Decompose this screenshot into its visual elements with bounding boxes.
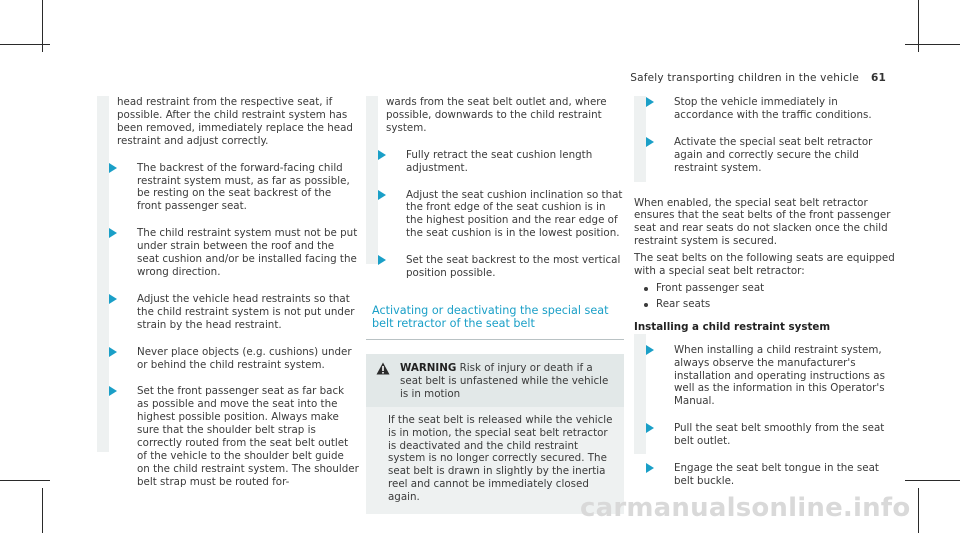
paragraph: The seat belts on the following seats are equipped with a special seat belt retractor:: [634, 252, 895, 278]
arrow-icon: [646, 97, 654, 107]
arrow-icon: [109, 386, 117, 396]
column-left: [97, 96, 359, 503]
crop-mark: [0, 480, 50, 481]
arrow-icon: [378, 255, 386, 265]
column-middle: [366, 96, 624, 514]
section-heading: Activating or deactivating the special seat belt retractor of the seat belt: [372, 303, 609, 331]
instruction-step: Set the front passenger seat as far back as possible and move the seat into the highest possible position. Always make sure that the shoulder belt strap is correctly routed from the seat belt outlet of the vehicle to the shoulder belt guide on the child restraint system. The shoulder belt strap must be routed for-: [97, 385, 359, 488]
heading-rule: [366, 339, 624, 340]
instruction-step: Adjust the vehicle head restraints so that the child restraint system is not put under strain by the head restraint.: [97, 293, 359, 332]
warning-title: Risk of injury or death if a seat belt is unfastened while the vehicle is in motion: [400, 361, 609, 400]
warning-body: If the seat belt is released while the vehicle is in motion, the special seat belt retractor is deactivated and the child restraint system is no longer correctly secured. The seat belt is drawn in slightly by the inertia reel and cannot be immediately closed again.: [388, 413, 613, 504]
chapter-title: Safely transporting children in the vehicle: [630, 72, 859, 84]
arrow-icon: [646, 463, 654, 473]
arrow-icon: [646, 137, 654, 147]
crop-mark: [918, 0, 919, 52]
crop-mark: [918, 488, 919, 533]
arrow-icon: [378, 150, 386, 160]
continued-text: head restraint from the respective seat, if possible. After the child restraint system has been removed, immediately replace the head restraint and adjust correctly.: [117, 96, 353, 147]
instruction-step: Set the seat backrest to the most vertical position possible.: [366, 254, 624, 280]
arrow-icon: [378, 190, 386, 200]
watermark: carmanualsonline.info: [580, 493, 911, 523]
column-right: [634, 96, 896, 502]
arrow-icon: [646, 345, 654, 355]
instruction-step: Engage the seat belt tongue in the seat belt buckle.: [634, 462, 896, 488]
instruction-step: Stop the vehicle immediately in accordance with the traffic conditions.: [634, 96, 896, 122]
list-item: Front passenger seat: [634, 282, 896, 295]
instruction-step: Pull the seat belt smoothly from the seat belt outlet.: [634, 422, 896, 448]
crop-mark: [42, 488, 43, 533]
page-header: [630, 72, 886, 84]
continued-text: wards from the seat belt outlet and, where possible, downwards to the child restraint system.: [386, 96, 607, 134]
instruction-step: Activate the special seat belt retractor again and correctly secure the child restraint system.: [634, 136, 896, 175]
crop-mark: [905, 480, 960, 481]
page-number: 61: [870, 72, 886, 84]
arrow-icon: [109, 228, 117, 238]
crop-mark: [905, 44, 960, 45]
instruction-step: The backrest of the forward-facing child restraint system must, as far as possible, be resting on the seat backrest of the front passenger seat.: [97, 162, 359, 214]
arrow-icon: [646, 423, 654, 433]
instruction-step: Adjust the seat cushion inclination so that the front edge of the seat cushion is in the highest position and the rear edge of the seat cushion is in the lowest position.: [366, 189, 624, 241]
instruction-step: When installing a child restraint system, always observe the manufacturer's installation and operating instructions as well as the information in this Operator's Manual.: [634, 344, 896, 409]
crop-mark: [42, 0, 43, 52]
warning-header: [366, 354, 624, 407]
section-heading: Installing a child restraint system: [634, 320, 831, 333]
warning-label: WARNING: [400, 361, 457, 374]
instruction-step: The child restraint system must not be put under strain between the roof and the seat cushion and/or be installed facing the wrong direction.: [97, 227, 359, 279]
instruction-step: Fully retract the seat cushion length adjustment.: [366, 149, 624, 175]
bullet-icon: [644, 303, 648, 307]
paragraph: When enabled, the special seat belt retractor ensures that the seat belts of the front passenger seat and rear seats do not slacken once the child restraint system is secured.: [634, 196, 891, 248]
warning-box: [366, 354, 624, 514]
list-item: Rear seats: [634, 298, 896, 311]
instruction-step: Never place objects (e.g. cushions) under or behind the child restraint system.: [97, 346, 359, 372]
bullet-icon: [644, 287, 648, 291]
arrow-icon: [109, 294, 117, 304]
warning-triangle-icon: [376, 362, 390, 375]
arrow-icon: [109, 163, 117, 173]
arrow-icon: [109, 347, 117, 357]
